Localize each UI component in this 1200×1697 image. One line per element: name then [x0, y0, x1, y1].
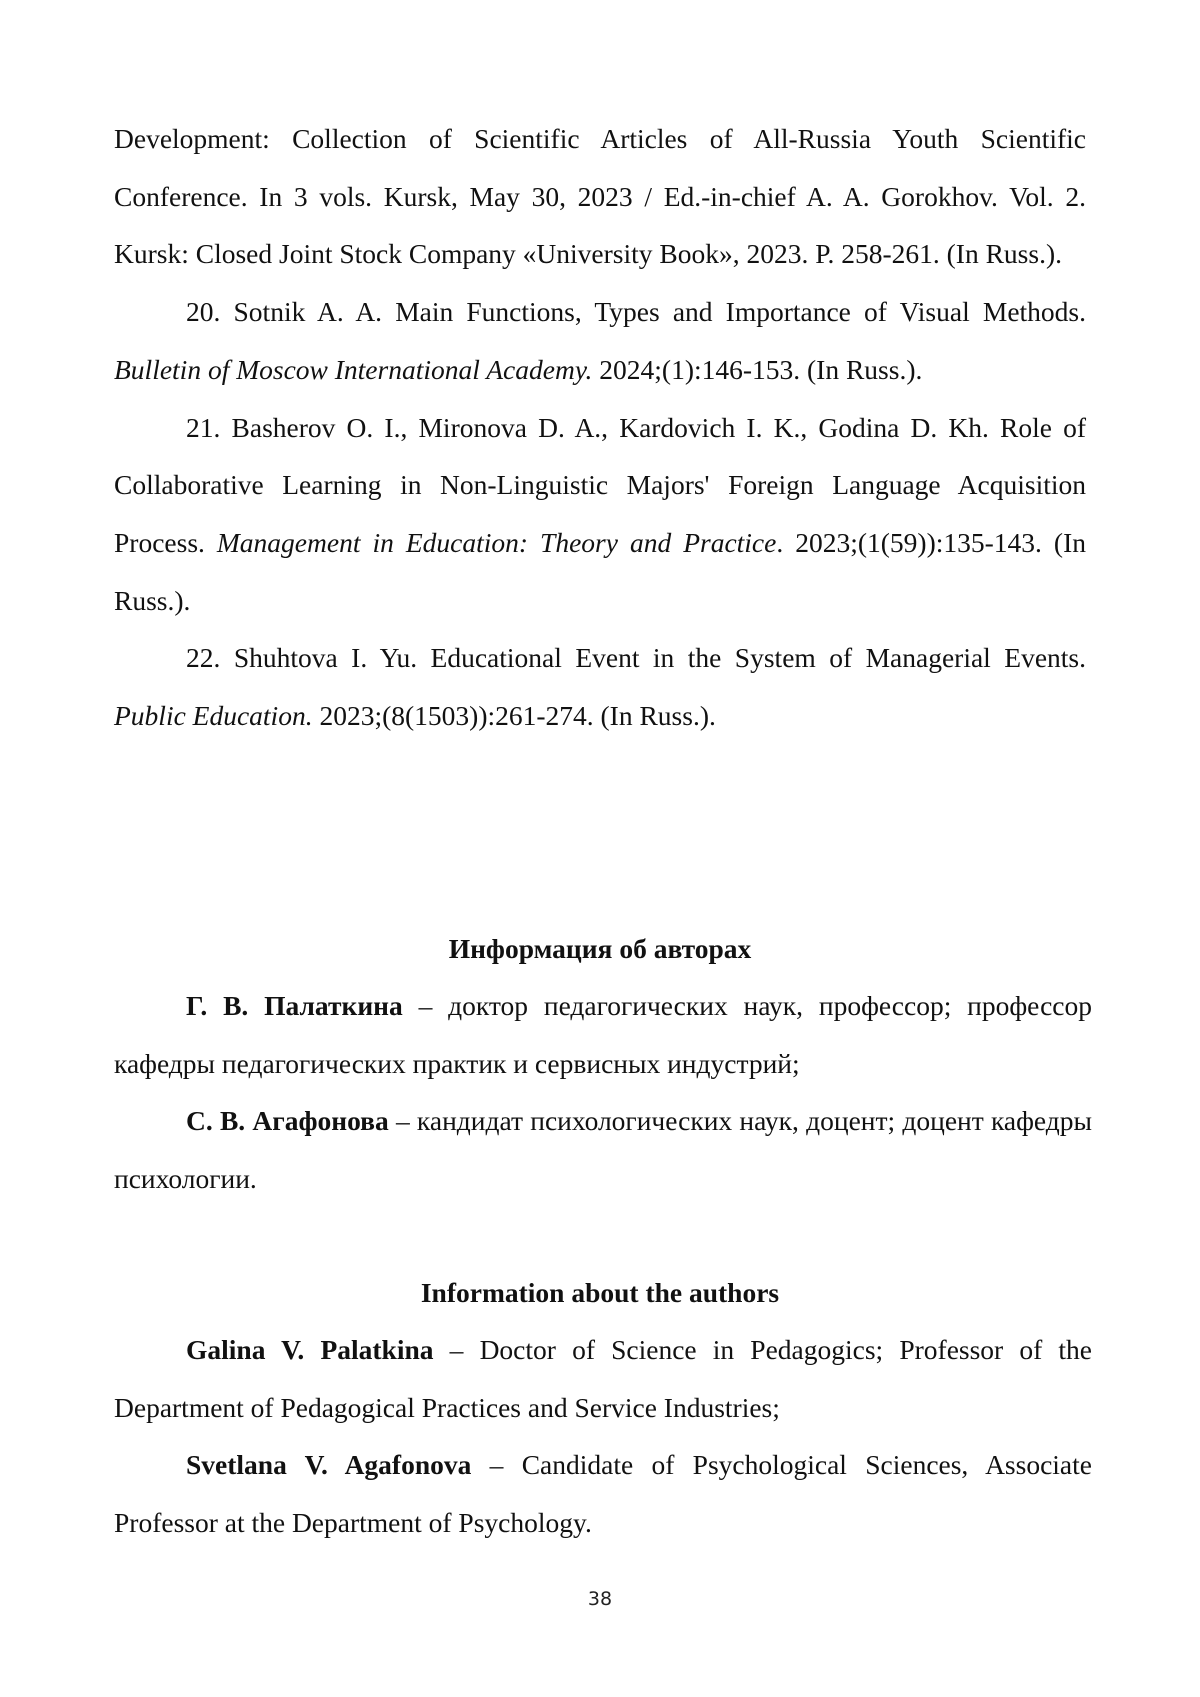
reference-item-20 — [114, 283, 1086, 398]
reference-21-text: 21. Basherov O. I., Mironova D. A., Kardovich I. K., Godina D. Kh. Role of Collaborative Learning in Non-Linguistic Majors' Foreign Language Acquisition Process. — [114, 411, 1086, 558]
author-entry-en-1 — [114, 1321, 1092, 1436]
author-entry-ru-1 — [114, 977, 1092, 1092]
page-number: 38 — [587, 1588, 613, 1610]
author-description-en-2: – Candidate of Psychological Sciences, Associate Professor at the Department of Psychology. — [114, 1449, 1092, 1539]
reference-19-text: Development: Collection of Scientific Articles of All-Russia Youth Scientific Conference. In 3 vols. Kursk, May 30, 2023 / Ed.-in-chief A. A. Gorokhov. Vol. 2. Kursk: Closed Joint Stock Company «University Book», 2023. P. 258-261. (In Russ.). — [114, 123, 1086, 270]
reference-20-text: 20. Sotnik A. A. Main Functions, Types and Importance of Visual Methods. — [186, 296, 1086, 328]
author-name-ru-2: С. В. Агафонова — [186, 1105, 389, 1137]
author-description-ru-2: – кандидат психологических наук, доцент; доцент кафедры психологии. — [114, 1105, 1092, 1195]
reference-22-journal: Public Education. — [114, 700, 313, 732]
authors-heading-en: Information about the authors — [420, 1277, 780, 1308]
reference-22-details: 2023;(8(1503)):261-274. (In Russ.). — [312, 700, 716, 732]
reference-20-details: 2024;(1):146-153. (In Russ.). — [592, 353, 923, 385]
authors-info-en — [114, 1321, 1092, 1552]
author-entry-ru-2 — [114, 1092, 1092, 1207]
author-description-en-1: – Doctor of Science in Pedagogics; Professor of the Department of Pedagogical Practices and Service Industries; — [114, 1334, 1093, 1423]
author-entry-en-2 — [114, 1436, 1092, 1551]
authors-info-ru — [114, 977, 1092, 1208]
author-name-en-2: Svetlana V. Agafonova — [186, 1449, 472, 1481]
authors-heading-ru: Информация об авторах — [448, 933, 752, 964]
author-name-ru-1: Г. В. Палаткина — [186, 990, 403, 1021]
reference-21-journal: Management in Education: Theory and Practice — [216, 526, 777, 558]
reference-item-21 — [114, 399, 1086, 630]
reference-20-journal: Bulletin of Moscow International Academy. — [114, 353, 593, 385]
reference-21-details: . 2023;(1(59)):135-143. (In Russ.). — [114, 526, 1086, 616]
reference-item-22 — [114, 629, 1086, 744]
author-description-ru-1: – доктор педагогических наук, профессор; профессор кафедры педагогических практик и сервисных индустрий; — [114, 990, 1092, 1079]
reference-item-19-continuation — [114, 110, 1086, 283]
reference-22-text: 22. Shuhtova I. Yu. Educational Event in the System of Managerial Events. — [186, 642, 1086, 674]
author-name-en-1: Galina V. Palatkina — [186, 1334, 434, 1365]
reference-list — [114, 110, 1086, 745]
